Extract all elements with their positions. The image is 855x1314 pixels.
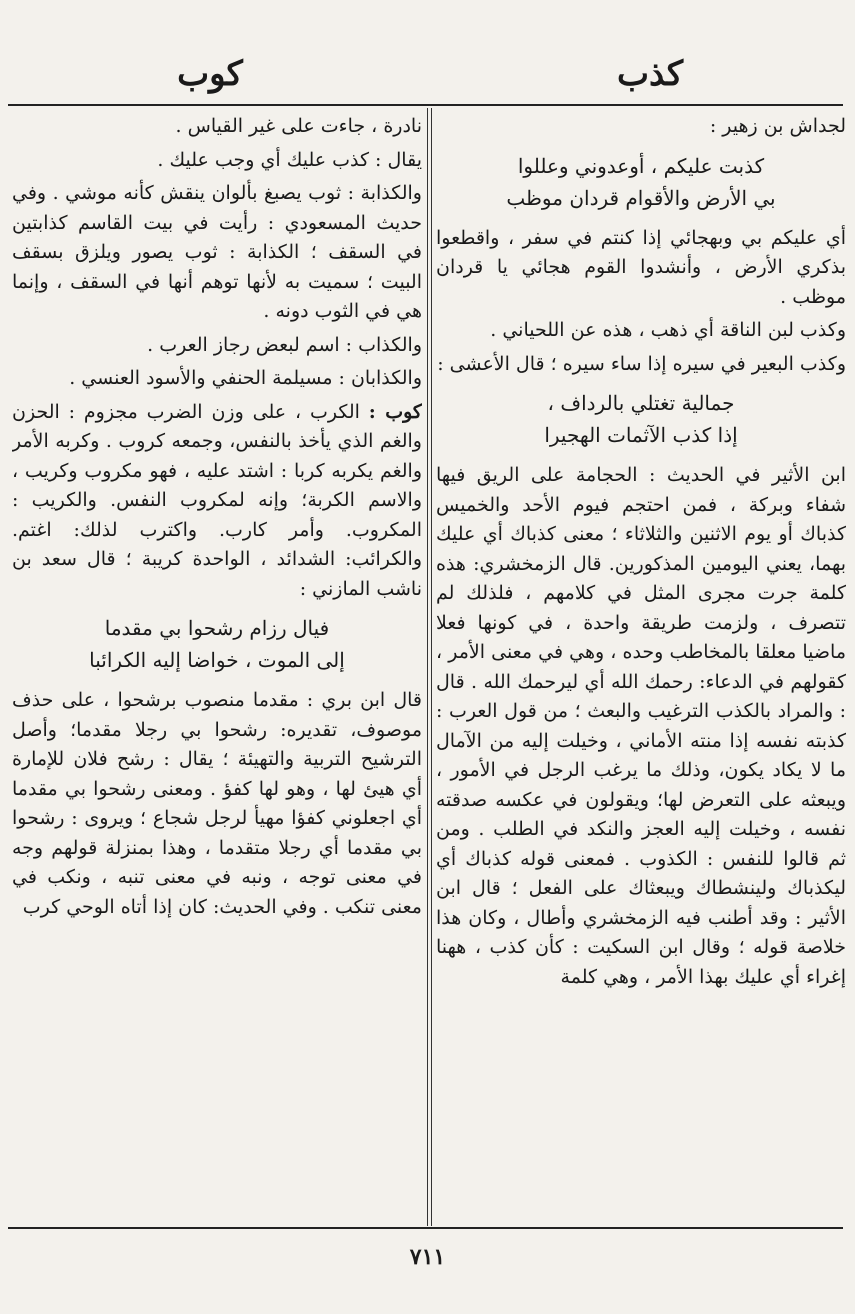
right-verse-2-line-1: جمالية تغتلي بالرداف ، [547,391,735,415]
right-p4: وكذب البعير في سيره إذا ساء سيره ؛ قال الأعشى : [437,352,846,375]
column-divider-inner [431,108,432,1226]
left-p6 [12,398,422,605]
left-verse-1 [12,612,422,676]
right-verse-1-line-2: بي الأرض والأقوام قردان موظب [506,185,776,210]
header-word-right: كذب [616,54,684,94]
top-rule [8,104,843,106]
right-p3: وكذب لبن الناقة أي ذهب ، هذه عن اللحياني . [490,319,846,341]
page-number: ٧١١ [409,1244,446,1270]
left-column [12,112,422,1222]
left-verse-1-line-2: إلى الموت ، خواضا إليه الكرائبا [89,648,345,672]
right-p1: لجداش بن زهير : [709,115,846,137]
right-verse-1-line-1: كذبت عليكم ، أوعدوني وعللوا [517,153,765,178]
header-word-left: كوب [177,54,243,94]
column-divider [427,108,428,1226]
right-p2: أي عليكم بي وبهجائي إذا كنتم في سفر ، واقطعوا بذكري الأرض ، وأنشدوا القوم هجائي يا قردان موظب . [436,226,846,308]
right-column [436,112,846,1222]
bottom-rule [8,1227,843,1229]
entry-word-kwb: كوب : [368,400,422,423]
left-p2: يقال : كذب عليك أي وجب عليك . [157,148,422,171]
right-verse-1 [436,150,846,214]
left-p1: نادرة ، جاءت على غير القياس . [175,115,422,137]
left-p3: والكذابة : ثوب يصبغ بألوان ينقش كأنه موشي . وفي حديث المسعودي : رأيت في بيت القاسم كذابتين في السقف ؛ الكذابة : ثوب يصور ويلزق بسقف البيت ؛ سميت به لأنها توهم أنها في السقف ، وإنما هي في الثوب دونه . [12,182,422,322]
right-verse-2 [436,387,846,451]
left-p4: والكذاب : اسم لبعض رجاز العرب . [147,333,422,356]
left-p5: والكذابان : مسيلمة الحنفي والأسود العنسي . [69,367,422,389]
right-verse-2-line-2: إذا كذب الآثمات الهجيرا [544,423,738,447]
left-p7: قال ابن بري : مقدما منصوب برشحوا ، على حذف موصوف، تقديره: رشحوا بي رجلا مقدما؛ وأصل الترشيح التربية والتهيئة ؛ يقال : رشح فلان للإمارة أي هيئ لها ، وهو لها كفؤ . ومعنى رشحوا بي مقدما أي اجعلوني كفؤا مهيأ لرجل شجاع ؛ ويروى : رشحوا بي مقدما أي رجلا متقدما ، وهذا بمنزلة قولهم وجه في معنى توجه ، ونبه في معنى تنبه ، ونكب في معنى تنكب . وفي الحديث: كان إذا أتاه الوحي كرب [12,689,422,918]
left-verse-1-line-1: فيال رزام رشحوا بي مقدما [104,616,330,640]
right-p5: ابن الأثير في الحديث : الحجامة على الريق فيها شفاء وبركة ، فمن احتجم فيوم الأحد والخميس كذباك أو يوم الاثنين والثلاثاء ؛ معنى كذباك أي عليك بهما، يعني اليومين المذكورين. قال الزمخشري: هذه كلمة جرت مجرى المثل في كلامهم ، فلذلك لم تتصرف ، ولزمت طريقة واحدة ، في كونها فعلا ماضيا معلقا بالمخاطب وحده ، وهي في معنى الأمر ، كقولهم في الدعاء: رحمك الله أي ليرحمك الله . قال : والمراد بالكذب الترغيب والبعث ؛ من قول العرب : كذبته نفسه إذا منته الأماني ، وخيلت إليه من الآمال ما لا يكاد يكون، وذلك ما يرغب الرجل في الأمور ، ويبعثه على التعرض لها؛ ويقولون في عكسه صدقته نفسه ، وخيلت إليه العجز والنكد في الطلب . ومن ثم قالوا للنفس : الكذوب . فمعنى قوله كذباك أي ليكذباك ولينشطاك ويبعثاك على الفعل ؛ قال ابن الأثير : وقد أطنب فيه الزمخشري وأطال ، وكان هذا خلاصة قوله ؛ وقال ابن السكيت : كأن كذب ، ههنا إغراء أي عليك بهذا الأمر ، وهي كلمة [436,464,846,988]
left-p6-text: الكرب ، على وزن الضرب مجزوم : الحزن والغم الذي يأخذ بالنفس، وجمعه كروب . وكربه الأمر والغم يكربه كربا : اشتد عليه ، فهو مكروب وكريب ، والاسم الكربة؛ وإنه لمكروب النفس. والكريب : المكروب. وأمر كارب. واكترب لذلك: اغتم. والكرائب: الشدائد ، الواحدة كريبة ؛ قال سعد بن ناشب المازني : [12,400,422,600]
